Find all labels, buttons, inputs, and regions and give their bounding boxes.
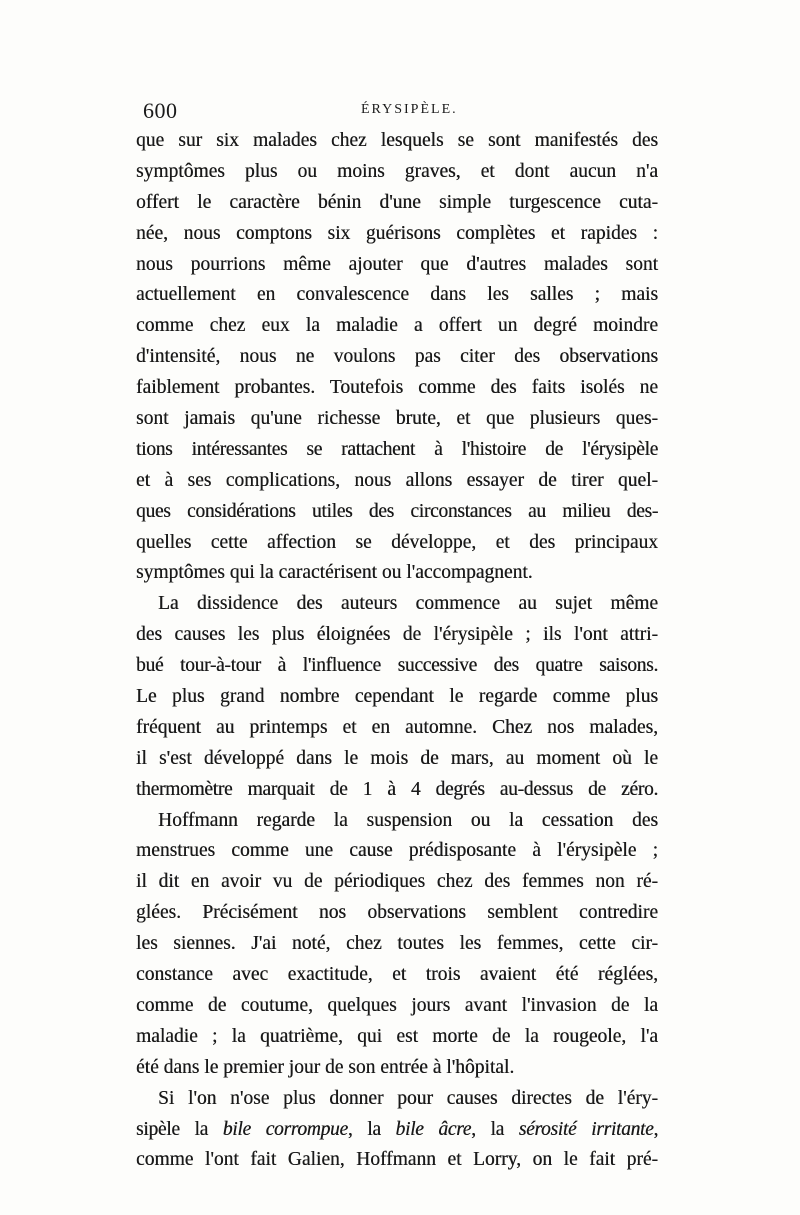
text-line: née, nous comptons six guérisons complètes et rapides : [136, 222, 658, 244]
text-line: tions intéressantes se rattachent à l'histoire de l'érysipèle [136, 438, 658, 460]
text-line: que sur six malades chez lesquels se sont manifestés des [136, 130, 658, 151]
text-line: comme de coutume, quelques jours avant l'invasion de la [136, 994, 658, 1016]
running-title: ÉRYSIPÈLE. [361, 102, 458, 117]
text-line: menstrues comme une cause prédisposante à l'érysipèle ; [136, 840, 658, 862]
text-line: été dans le premier jour de son entrée à l'hôpital. [136, 1056, 515, 1078]
text-line: et à ses complications, nous allons essayer de tirer quel- [136, 469, 658, 491]
text-line: quelles cette affection se développe, et des principaux [136, 531, 658, 553]
text-line: comme l'ont fait Galien, Hoffmann et Lorry, on le fait pré- [136, 1149, 658, 1171]
page-number: 600 [143, 98, 178, 123]
italic-term: bile corrompue [222, 1118, 348, 1140]
text-line: constance avec exactitude, et trois avaient été réglées, [136, 964, 658, 986]
text-line: il dit en avoir vu de périodiques chez des femmes non ré- [136, 871, 658, 893]
page-header [143, 98, 663, 128]
text-line: des causes les plus éloignées de l'érysipèle ; ils l'ont attri- [136, 624, 658, 646]
text-line: ques considérations utiles des circonstances au milieu des- [136, 500, 658, 522]
text-line: faiblement probantes. Toutefois comme des faits isolés ne [136, 377, 658, 399]
text-line: comme chez eux la maladie a offert un degré moindre [136, 315, 658, 337]
italic-term: sérosité irritante [518, 1118, 654, 1140]
text-line: bué tour-à-tour à l'influence successive des quatre saisons. [136, 655, 658, 677]
text-line: symptômes qui la caractérisent ou l'accompagnent. [136, 562, 533, 584]
italic-term: bile âcre [395, 1118, 472, 1140]
text-line: La dissidence des auteurs commence au sujet même [158, 593, 658, 615]
text-line: glées. Précisément nos observations semblent contredire [136, 902, 658, 924]
body-text [136, 126, 658, 1176]
text-run: , la [347, 1118, 396, 1140]
text-line [136, 1115, 658, 1146]
text-line: offert le caractère bénin d'une simple turgescence cuta- [136, 191, 658, 213]
text-run: , la [471, 1118, 519, 1140]
text-line: thermomètre marquait de 1 à 4 degrés au-dessus de zéro. [136, 778, 658, 800]
text-line: il s'est développé dans le mois de mars, au moment où le [136, 747, 658, 769]
text-line: Le plus grand nombre cependant le regarde comme plus [136, 686, 658, 708]
text-line: actuellement en convalescence dans les salles ; mais [136, 284, 658, 306]
text-line: Si l'on n'ose plus donner pour causes directes de l'éry- [158, 1087, 658, 1109]
text-run: , [653, 1118, 659, 1140]
text-run: sipèle la [136, 1118, 223, 1140]
text-line: nous pourrions même ajouter que d'autres malades sont [136, 253, 658, 275]
text-line: Hoffmann regarde la suspension ou la cessation des [158, 809, 658, 831]
text-line: d'intensité, nous ne voulons pas citer des observations [136, 346, 658, 368]
text-line: les siennes. J'ai noté, chez toutes les femmes, cette cir- [136, 933, 658, 955]
text-line: symptômes plus ou moins graves, et dont aucun n'a [136, 160, 658, 182]
text-line: sont jamais qu'une richesse brute, et que plusieurs ques- [136, 408, 658, 430]
text-line: fréquent au printemps et en automne. Chez nos malades, [136, 716, 658, 738]
text-line: maladie ; la quatrième, qui est morte de la rougeole, l'a [136, 1025, 658, 1047]
